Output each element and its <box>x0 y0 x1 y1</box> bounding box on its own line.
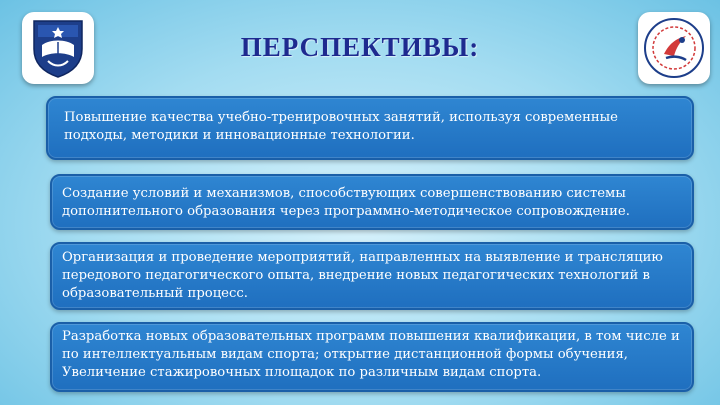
item-text-2: Создание условий и механизмов, способствующих совершенствованию системы дополнительного образования через программно-методическое сопровождение. <box>62 186 630 219</box>
item-box-2 <box>50 174 694 230</box>
item-box-4 <box>50 322 694 392</box>
item-box-3 <box>50 242 694 310</box>
item-text-3: Организация и проведение мероприятий, направленных на выявление и трансляцию передового педагогического опыта, внедрение новых педагогических технологий в образовательный процесс. <box>62 250 663 301</box>
item-box-1 <box>46 96 694 160</box>
item-text-4: Разработка новых образовательных программ повышения квалификации, в том числе и по интеллектуальным видам спорта; открытие дистанционной формы обучения, Увеличение стажировочных площадок по различным видам спорта. <box>62 329 680 380</box>
slide-title: ПЕРСПЕКТИВЫ: <box>240 32 480 62</box>
item-text-1: Повышение качества учебно-тренировочных занятий, используя современные подходы, методики и инновационные технологии. <box>64 110 618 143</box>
